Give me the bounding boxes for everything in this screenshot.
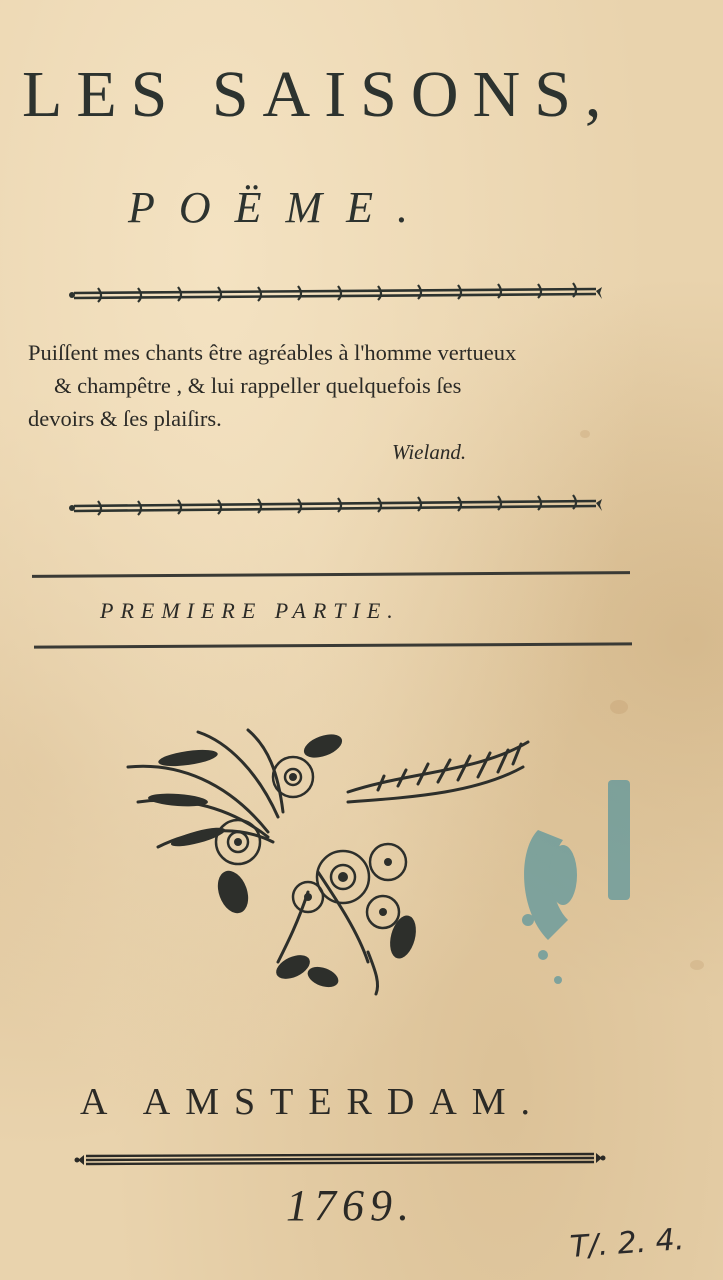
- epigraph: [28, 336, 643, 435]
- imprint-place: A AMSTERDAM.: [80, 1081, 546, 1123]
- epigraph-attribution: Wieland.: [392, 440, 467, 464]
- handwritten-shelfmark: T/. 2. 4.: [568, 1222, 686, 1265]
- imprint-rule: [72, 1148, 608, 1170]
- chain-ornament-rule-top: [68, 280, 602, 306]
- book-subtitle: POËME.: [128, 183, 433, 232]
- epigraph-line: & champêtre , & lui rappeller quelquefois ſes: [54, 373, 462, 398]
- divider-rule-bottom: [34, 642, 632, 648]
- paper-stain: [690, 960, 704, 970]
- imprint-year: 1769.: [286, 1181, 415, 1230]
- library-stamp-icon: [508, 770, 648, 990]
- chain-ornament-rule-bottom: [68, 492, 602, 518]
- part-heading: PREMIERE PARTIE.: [100, 598, 400, 623]
- divider-rule-top: [32, 571, 630, 578]
- book-title: LES SAISONS,: [22, 58, 616, 131]
- floral-ornament-icon: [118, 722, 538, 998]
- epigraph-line: devoirs & ſes plaiſirs.: [28, 406, 222, 431]
- paper-stain: [610, 700, 628, 714]
- epigraph-line: Puiſſent mes chants être agréables à l'homme vertueux: [28, 340, 517, 365]
